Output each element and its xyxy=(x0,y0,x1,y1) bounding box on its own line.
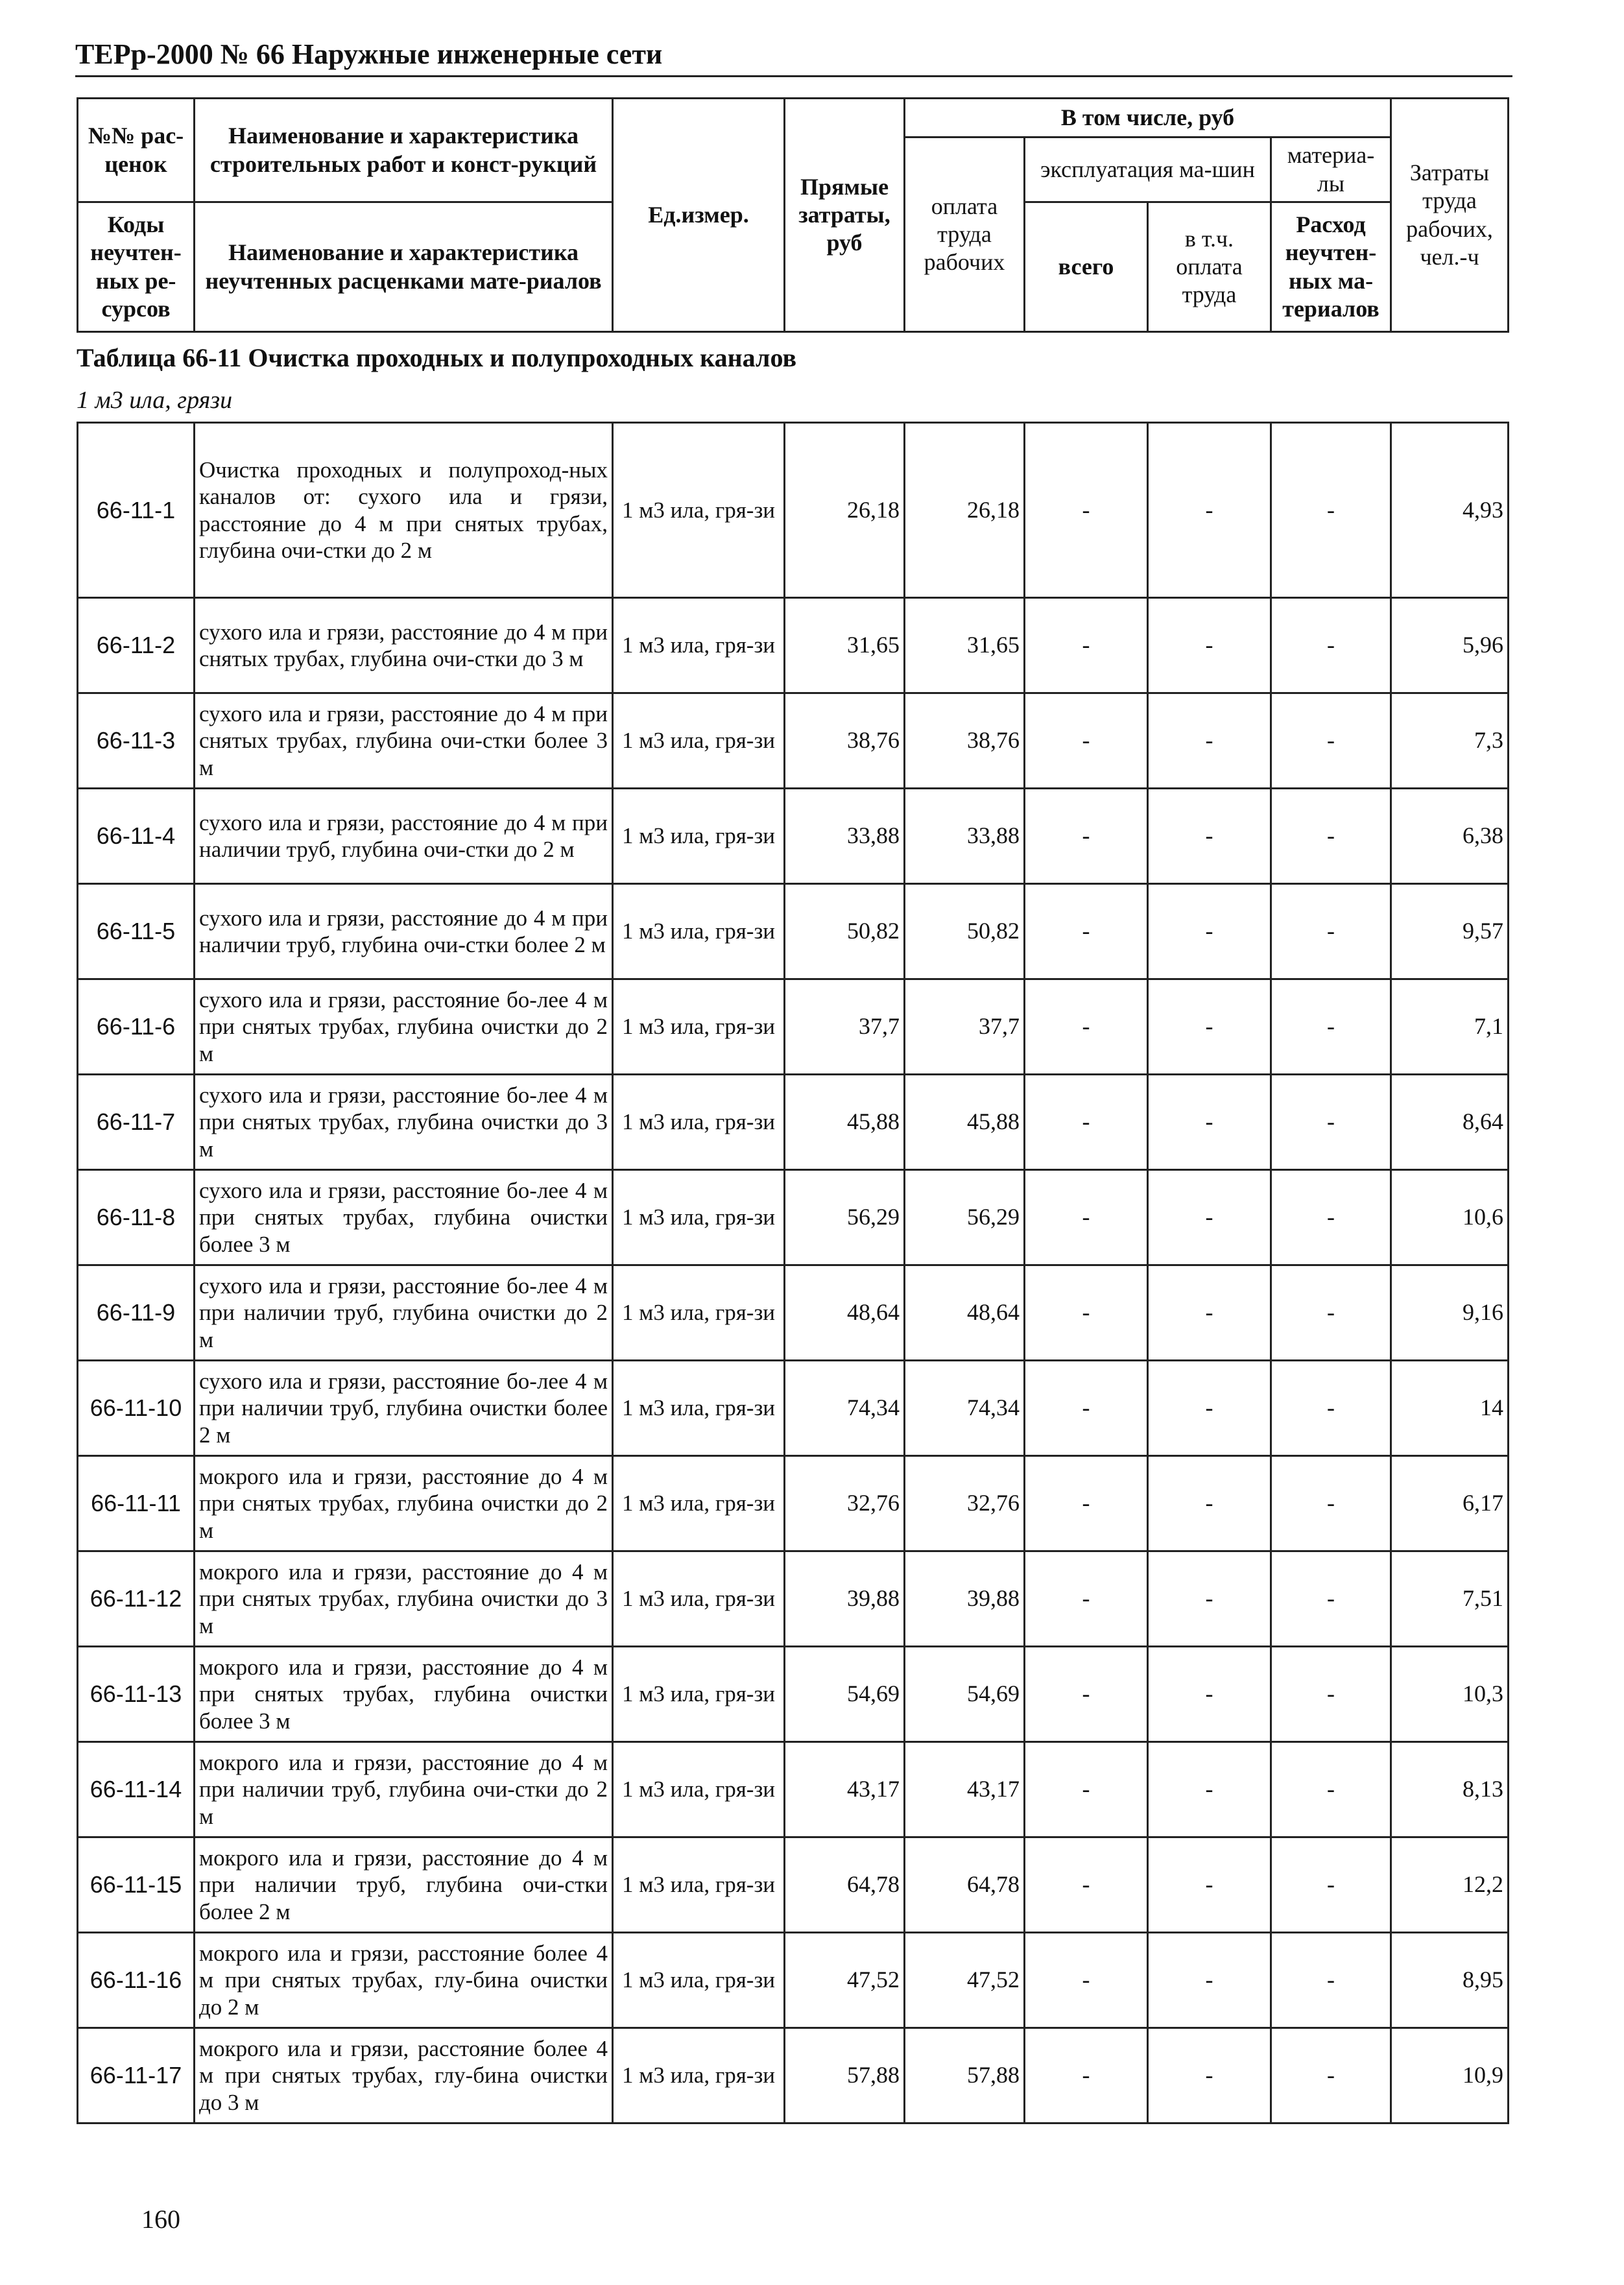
materials-cost: - xyxy=(1271,789,1391,884)
machines-total: - xyxy=(1025,1170,1148,1265)
direct-costs: 56,29 xyxy=(785,1170,905,1265)
rates-table xyxy=(77,422,1509,2124)
direct-costs: 74,34 xyxy=(785,1361,905,1456)
header-name-bottom: Наименование и характеристика неучтенных расценками мате-риалов xyxy=(195,202,613,332)
work-description: сухого ила и грязи, расстояние бо-лее 4 м при снятых трубах, глубина очистки до 2 м xyxy=(195,979,613,1075)
machines-total: - xyxy=(1025,1075,1148,1170)
machines-total: - xyxy=(1025,1837,1148,1933)
labor-pay: 37,7 xyxy=(905,979,1025,1075)
unit-of-measure: 1 м3 ила, гря-зи xyxy=(613,1456,785,1551)
rate-code: 66-11-16 xyxy=(78,1933,195,2028)
labor-pay: 48,64 xyxy=(905,1265,1025,1361)
unit-of-measure: 1 м3 ила, гря-зи xyxy=(613,884,785,979)
labor-pay: 43,17 xyxy=(905,1742,1025,1837)
unit-of-measure: 1 м3 ила, гря-зи xyxy=(613,1933,785,2028)
direct-costs: 45,88 xyxy=(785,1075,905,1170)
table-row xyxy=(78,1933,1509,2028)
materials-cost: - xyxy=(1271,2028,1391,2123)
machines-labor-pay: - xyxy=(1148,1551,1271,1647)
labor-hours: 5,96 xyxy=(1391,598,1509,693)
unit-note: 1 м3 ила, грязи xyxy=(77,387,233,414)
materials-cost: - xyxy=(1271,979,1391,1075)
table-row xyxy=(78,1456,1509,1551)
machines-total: - xyxy=(1025,1933,1148,2028)
direct-costs: 38,76 xyxy=(785,693,905,789)
direct-costs: 31,65 xyxy=(785,598,905,693)
materials-cost: - xyxy=(1271,1361,1391,1456)
labor-pay: 54,69 xyxy=(905,1647,1025,1742)
rate-code: 66-11-12 xyxy=(78,1551,195,1647)
rate-code: 66-11-14 xyxy=(78,1742,195,1837)
rate-code: 66-11-6 xyxy=(78,979,195,1075)
labor-pay: 57,88 xyxy=(905,2028,1025,2123)
work-description: мокрого ила и грязи, расстояние до 4 м при наличии труб, глубина очи-стки более 2 м xyxy=(195,1837,613,1933)
machines-labor-pay: - xyxy=(1148,1647,1271,1742)
machines-labor-pay: - xyxy=(1148,884,1271,979)
work-description: сухого ила и грязи, расстояние до 4 м при снятых трубах, глубина очи-стки более 3 м xyxy=(195,693,613,789)
machines-labor-pay: - xyxy=(1148,979,1271,1075)
labor-pay: 47,52 xyxy=(905,1933,1025,2028)
materials-cost: - xyxy=(1271,1265,1391,1361)
rate-code: 66-11-1 xyxy=(78,423,195,598)
labor-hours: 10,3 xyxy=(1391,1647,1509,1742)
rate-code: 66-11-7 xyxy=(78,1075,195,1170)
header-direct-costs: Прямые затраты, руб xyxy=(785,99,905,332)
direct-costs: 32,76 xyxy=(785,1456,905,1551)
direct-costs: 39,88 xyxy=(785,1551,905,1647)
unit-of-measure: 1 м3 ила, гря-зи xyxy=(613,1170,785,1265)
unit-of-measure: 1 м3 ила, гря-зи xyxy=(613,423,785,598)
table-header xyxy=(77,97,1509,333)
header-unit: Ед.измер. xyxy=(613,99,785,332)
unit-of-measure: 1 м3 ила, гря-зи xyxy=(613,1742,785,1837)
direct-costs: 48,64 xyxy=(785,1265,905,1361)
work-description: мокрого ила и грязи, расстояние более 4 м при снятых трубах, глу-бина очистки до 3 м xyxy=(195,2028,613,2123)
table-row xyxy=(78,423,1509,598)
machines-labor-pay: - xyxy=(1148,1170,1271,1265)
header-name-top: Наименование и характеристика строительных работ и конст-рукций xyxy=(195,99,613,202)
header-code-top: №№ рас-ценок xyxy=(78,99,195,202)
table-caption: Таблица 66-11 Очистка проходных и полупроходных каналов xyxy=(77,343,797,372)
labor-hours: 7,3 xyxy=(1391,693,1509,789)
work-description: Очистка проходных и полупроход-ных каналов от: сухого ила и грязи, расстояние до 4 м при снятых трубах, глубина очи-стки до 2 м xyxy=(195,423,613,598)
machines-total: - xyxy=(1025,1742,1148,1837)
machines-total: - xyxy=(1025,1361,1148,1456)
table-row xyxy=(78,884,1509,979)
labor-pay: 74,34 xyxy=(905,1361,1025,1456)
table-row xyxy=(78,1265,1509,1361)
machines-total: - xyxy=(1025,789,1148,884)
labor-hours: 12,2 xyxy=(1391,1837,1509,1933)
rate-code: 66-11-8 xyxy=(78,1170,195,1265)
work-description: мокрого ила и грязи, расстояние до 4 м при наличии труб, глубина очи-стки до 2 м xyxy=(195,1742,613,1837)
rate-code: 66-11-13 xyxy=(78,1647,195,1742)
unit-of-measure: 1 м3 ила, гря-зи xyxy=(613,2028,785,2123)
work-description: мокрого ила и грязи, расстояние более 4 м при снятых трубах, глу-бина очистки до 2 м xyxy=(195,1933,613,2028)
machines-labor-pay: - xyxy=(1148,693,1271,789)
unit-of-measure: 1 м3 ила, гря-зи xyxy=(613,1075,785,1170)
work-description: мокрого ила и грязи, расстояние до 4 м при снятых трубах, глубина очистки до 2 м xyxy=(195,1456,613,1551)
labor-hours: 8,95 xyxy=(1391,1933,1509,2028)
machines-total: - xyxy=(1025,1456,1148,1551)
rate-code: 66-11-5 xyxy=(78,884,195,979)
rate-code: 66-11-3 xyxy=(78,693,195,789)
header-labor-cost: Затраты труда рабочих, чел.-ч xyxy=(1391,99,1509,332)
header-including: В том числе, руб xyxy=(905,99,1391,138)
labor-hours: 7,1 xyxy=(1391,979,1509,1075)
table-row xyxy=(78,1742,1509,1837)
table-row xyxy=(78,2028,1509,2123)
labor-pay: 31,65 xyxy=(905,598,1025,693)
rate-code: 66-11-2 xyxy=(78,598,195,693)
table-row xyxy=(78,598,1509,693)
table-row xyxy=(78,1361,1509,1456)
unit-of-measure: 1 м3 ила, гря-зи xyxy=(613,789,785,884)
rate-code: 66-11-17 xyxy=(78,2028,195,2123)
machines-labor-pay: - xyxy=(1148,1456,1271,1551)
labor-pay: 56,29 xyxy=(905,1170,1025,1265)
rate-code: 66-11-15 xyxy=(78,1837,195,1933)
table-row xyxy=(78,1075,1509,1170)
labor-hours: 8,64 xyxy=(1391,1075,1509,1170)
materials-cost: - xyxy=(1271,1647,1391,1742)
labor-pay: 64,78 xyxy=(905,1837,1025,1933)
header-code-bottom: Коды неучтен-ных ре-сурсов xyxy=(78,202,195,332)
machines-labor-pay: - xyxy=(1148,1075,1271,1170)
labor-hours: 10,9 xyxy=(1391,2028,1509,2123)
labor-hours: 6,17 xyxy=(1391,1456,1509,1551)
direct-costs: 26,18 xyxy=(785,423,905,598)
machines-labor-pay: - xyxy=(1148,789,1271,884)
rate-code: 66-11-9 xyxy=(78,1265,195,1361)
machines-labor-pay: - xyxy=(1148,1265,1271,1361)
direct-costs: 37,7 xyxy=(785,979,905,1075)
labor-pay: 50,82 xyxy=(905,884,1025,979)
machines-total: - xyxy=(1025,1647,1148,1742)
labor-hours: 7,51 xyxy=(1391,1551,1509,1647)
machines-labor-pay: - xyxy=(1148,1837,1271,1933)
table-row xyxy=(78,1170,1509,1265)
machines-total: - xyxy=(1025,1551,1148,1647)
machines-labor-pay: - xyxy=(1148,423,1271,598)
materials-cost: - xyxy=(1271,884,1391,979)
rate-code: 66-11-11 xyxy=(78,1456,195,1551)
work-description: сухого ила и грязи, расстояние бо-лее 4 м при снятых трубах, глубина очистки до 3 м xyxy=(195,1075,613,1170)
table-row xyxy=(78,1837,1509,1933)
labor-pay: 45,88 xyxy=(905,1075,1025,1170)
labor-hours: 6,38 xyxy=(1391,789,1509,884)
materials-cost: - xyxy=(1271,1456,1391,1551)
work-description: сухого ила и грязи, расстояние до 4 м при наличии труб, глубина очи-стки до 2 м xyxy=(195,789,613,884)
materials-cost: - xyxy=(1271,1170,1391,1265)
materials-cost: - xyxy=(1271,1551,1391,1647)
machines-total: - xyxy=(1025,423,1148,598)
labor-pay: 39,88 xyxy=(905,1551,1025,1647)
labor-hours: 14 xyxy=(1391,1361,1509,1456)
direct-costs: 57,88 xyxy=(785,2028,905,2123)
page-number: 160 xyxy=(141,2205,180,2234)
work-description: сухого ила и грязи, расстояние до 4 м при снятых трубах, глубина очи-стки до 3 м xyxy=(195,598,613,693)
header-machines: эксплуатация ма-шин xyxy=(1025,138,1271,202)
header-rule xyxy=(75,75,1512,77)
unit-of-measure: 1 м3 ила, гря-зи xyxy=(613,598,785,693)
direct-costs: 54,69 xyxy=(785,1647,905,1742)
work-description: сухого ила и грязи, расстояние бо-лее 4 м при наличии труб, глубина очистки до 2 м xyxy=(195,1265,613,1361)
machines-total: - xyxy=(1025,2028,1148,2123)
unit-of-measure: 1 м3 ила, гря-зи xyxy=(613,1361,785,1456)
machines-total: - xyxy=(1025,1265,1148,1361)
unit-of-measure: 1 м3 ила, гря-зи xyxy=(613,1551,785,1647)
table-row xyxy=(78,1647,1509,1742)
labor-hours: 9,16 xyxy=(1391,1265,1509,1361)
direct-costs: 33,88 xyxy=(785,789,905,884)
direct-costs: 47,52 xyxy=(785,1933,905,2028)
unit-of-measure: 1 м3 ила, гря-зи xyxy=(613,693,785,789)
machines-labor-pay: - xyxy=(1148,1933,1271,2028)
labor-pay: 33,88 xyxy=(905,789,1025,884)
rate-code: 66-11-10 xyxy=(78,1361,195,1456)
work-description: сухого ила и грязи, расстояние бо-лее 4 м при наличии труб, глубина очистки более 2 м xyxy=(195,1361,613,1456)
materials-cost: - xyxy=(1271,1837,1391,1933)
materials-cost: - xyxy=(1271,1742,1391,1837)
header-materials: материа-лы xyxy=(1271,138,1391,202)
machines-labor-pay: - xyxy=(1148,598,1271,693)
header-unaccounted-materials: Расход неучтен-ных ма-териалов xyxy=(1271,202,1391,332)
rate-code: 66-11-4 xyxy=(78,789,195,884)
labor-hours: 10,6 xyxy=(1391,1170,1509,1265)
unit-of-measure: 1 м3 ила, гря-зи xyxy=(613,1647,785,1742)
direct-costs: 50,82 xyxy=(785,884,905,979)
labor-hours: 8,13 xyxy=(1391,1742,1509,1837)
table-row xyxy=(78,1551,1509,1647)
table-row xyxy=(78,693,1509,789)
unit-of-measure: 1 м3 ила, гря-зи xyxy=(613,1837,785,1933)
machines-labor-pay: - xyxy=(1148,1361,1271,1456)
labor-pay: 26,18 xyxy=(905,423,1025,598)
labor-pay: 38,76 xyxy=(905,693,1025,789)
machines-total: - xyxy=(1025,598,1148,693)
header-machines-pay: в т.ч. оплата труда xyxy=(1148,202,1271,332)
work-description: мокрого ила и грязи, расстояние до 4 м при снятых трубах, глубина очистки до 3 м xyxy=(195,1551,613,1647)
machines-total: - xyxy=(1025,884,1148,979)
unit-of-measure: 1 м3 ила, гря-зи xyxy=(613,979,785,1075)
work-description: мокрого ила и грязи, расстояние до 4 м при снятых трубах, глубина очистки более 3 м xyxy=(195,1647,613,1742)
materials-cost: - xyxy=(1271,598,1391,693)
table-row xyxy=(78,789,1509,884)
machines-labor-pay: - xyxy=(1148,2028,1271,2123)
labor-pay: 32,76 xyxy=(905,1456,1025,1551)
header-labor-pay: оплата труда рабочих xyxy=(905,138,1025,332)
machines-total: - xyxy=(1025,693,1148,789)
materials-cost: - xyxy=(1271,1933,1391,2028)
header-machines-total: всего xyxy=(1025,202,1148,332)
direct-costs: 64,78 xyxy=(785,1837,905,1933)
work-description: сухого ила и грязи, расстояние до 4 м при наличии труб, глубина очи-стки более 2 м xyxy=(195,884,613,979)
running-title: ТЕРр-2000 № 66 Наружные инженерные сети xyxy=(75,38,663,70)
work-description: сухого ила и грязи, расстояние бо-лее 4 м при снятых трубах, глубина очистки более 3 м xyxy=(195,1170,613,1265)
machines-labor-pay: - xyxy=(1148,1742,1271,1837)
unit-of-measure: 1 м3 ила, гря-зи xyxy=(613,1265,785,1361)
labor-hours: 9,57 xyxy=(1391,884,1509,979)
labor-hours: 4,93 xyxy=(1391,423,1509,598)
materials-cost: - xyxy=(1271,693,1391,789)
materials-cost: - xyxy=(1271,423,1391,598)
direct-costs: 43,17 xyxy=(785,1742,905,1837)
machines-total: - xyxy=(1025,979,1148,1075)
table-row xyxy=(78,979,1509,1075)
materials-cost: - xyxy=(1271,1075,1391,1170)
